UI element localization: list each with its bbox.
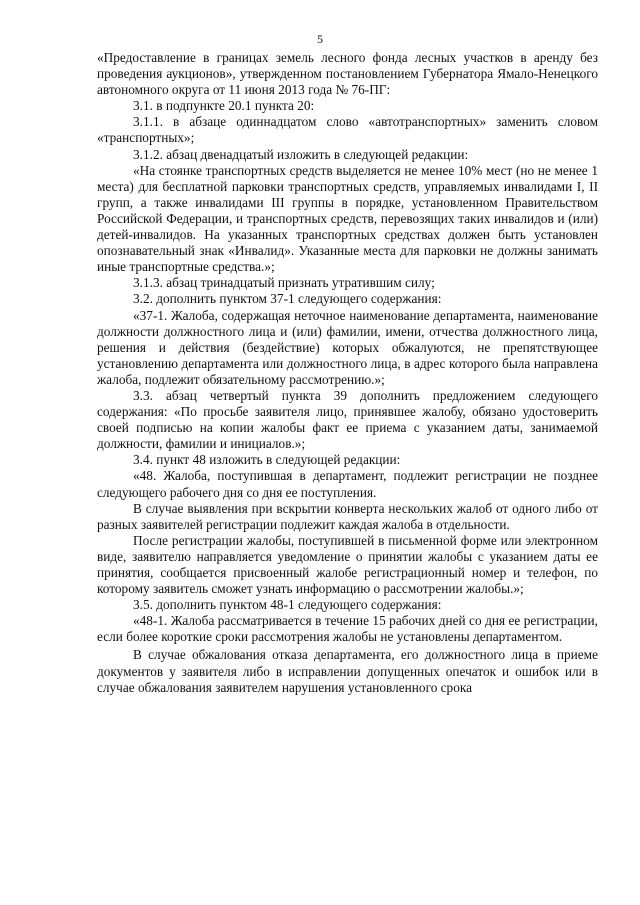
- paragraph: 3.2. дополнить пунктом 37-1 следующего содержания:: [133, 291, 442, 307]
- paragraph: «На стоянке транспортных средств выделяется не менее 10% мест (но не менее 1 места) для бесплатной парковки транспортных средств, управляемых инвалидами I, II групп, а также инвалидами III группы в порядке, установленном Правительством Российской Федерации, и транспортных средств, перевозящих таких инвалидов и (или) детей-инвалидов. На указанных транспортных средствах должен быть установлен опознавательный знак «Инвалид». Указанные места для парковки не должны занимать иные транспортные средства.»;: [97, 162, 598, 275]
- page-number: 5: [317, 32, 323, 46]
- paragraph: 3.5. дополнить пунктом 48-1 следующего содержания:: [133, 597, 442, 613]
- paragraph: В случае выявления при вскрытии конверта нескольких жалоб от одного либо от разных заявителей регистрации подлежит каждая жалоба в отдельности.: [97, 500, 598, 532]
- paragraph: «48. Жалоба, поступившая в департамент, подлежит регистрации не позднее следующего рабочего дня со дня ее поступления.: [97, 468, 598, 500]
- paragraph: 3.1.1. в абзаце одиннадцатом слово «автотранспортных» заменить словом «транспортных»;: [97, 114, 598, 146]
- paragraph: «Предоставление в границах земель лесного фонда лесных участков в аренду без проведения аукционов», утвержденном постановлением Губернатора Ямало-Ненецкого автономного округа от 11 июня 2013 года № 76-ПГ:: [97, 50, 598, 98]
- paragraph: 3.4. пункт 48 изложить в следующей редакции:: [133, 452, 401, 468]
- paragraph: В случае обжалования отказа департамента, его должностного лица в приеме документов у заявителя либо в исправлении допущенных опечаток и ошибок или в случае обжалования заявителем нарушения установленного срока: [97, 647, 598, 695]
- paragraph: 3.1. в подпункте 20.1 пункта 20:: [133, 98, 315, 114]
- paragraph: «48-1. Жалоба рассматривается в течение 15 рабочих дней со дня ее регистрации, если более короткие сроки рассмотрения жалобы не установлены департаментом.: [97, 613, 598, 645]
- paragraph: 3.3. абзац четвертый пункта 39 дополнить предложением следующего содержания: «По просьбе заявителя лицо, принявшее жалобу, обязано удостоверить своей подписью на копии жалобы факт ее приема с указанием даты, занимаемой должности, фамилии и инициалов.»;: [97, 387, 598, 452]
- paragraph: «37-1. Жалоба, содержащая неточное наименование департамента, наименование должности должностного лица и (или) фамилии, имени, отчества должностного лица, решения и действия (бездействие) которых обжалуются, не препятствующее установлению департамента или должностного лица, в адрес которого была направлена жалоба, подлежит обязательному рассмотрению.»;: [97, 307, 598, 387]
- paragraph: После регистрации жалобы, поступившей в письменной форме или электронном виде, заявителю направляется уведомление о принятии жалобы с указанием даты ее принятия, сообщается присвоенный жалобе регистрационный номер и телефон, по которому заявитель сможет узнать информацию о рассмотрении жалобы.»;: [97, 532, 598, 597]
- paragraph: 3.1.2. абзац двенадцатый изложить в следующей редакции:: [133, 146, 469, 162]
- paragraph: 3.1.3. абзац тринадцатый признать утратившим силу;: [133, 275, 435, 291]
- document-body: [97, 50, 598, 696]
